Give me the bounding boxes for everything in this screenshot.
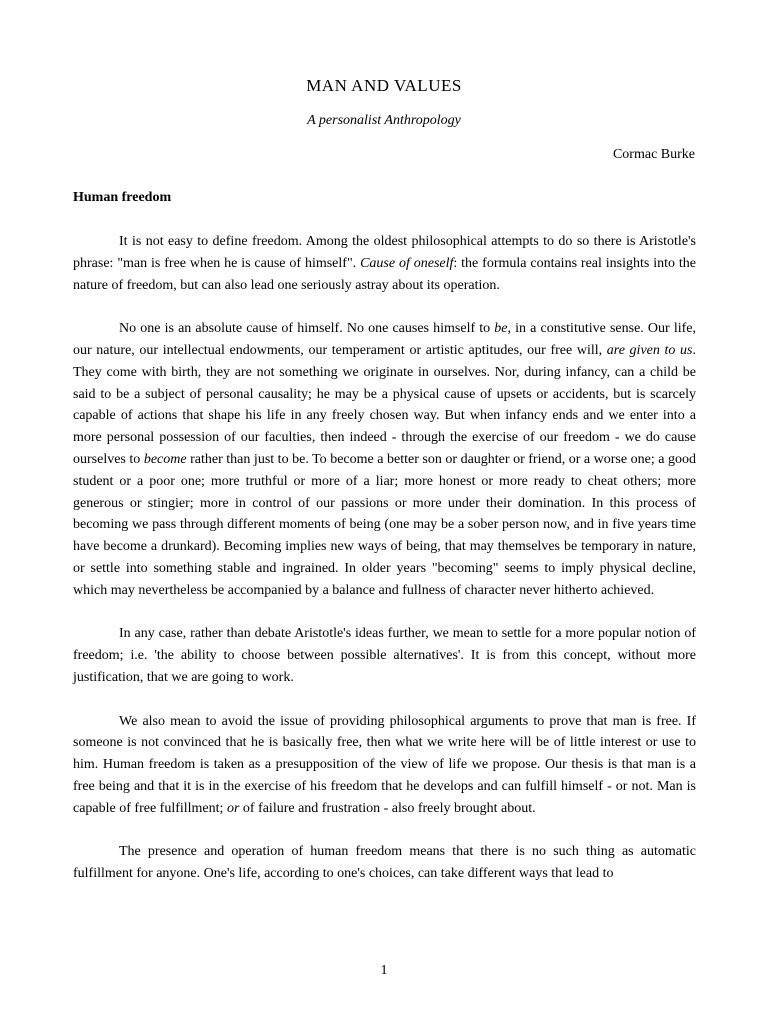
- paragraph-2-emphasis-become: become: [143, 451, 187, 467]
- paragraph-2-emphasis-given: are given to us: [606, 342, 693, 358]
- paragraph-2-emphasis-be: be: [494, 321, 508, 337]
- body-text: [73, 231, 696, 907]
- paragraph-4-text-a: We also mean to avoid the issue of providing philosophical arguments to prove that man is free. If someone is not convinced that he is basically free, then what we write here will be of little interest or use to him. Human freedom is taken as a presupposition of the view of life we propose. Our thesis is that man is a free being and that it is in the exercise of his freedom that he develops and can fulfill himself - or not. Man is capable of free fulfillment;: [73, 713, 696, 816]
- paragraph-1-emphasis: Cause of oneself: [360, 255, 454, 271]
- paragraph-1: [73, 231, 696, 296]
- paragraph-1-text-a: It is not easy to define freedom. Among the oldest philosophical attempts to do so there is Aristotle's phrase: "man is free when he is cause of himself".: [73, 234, 696, 271]
- paragraph-1-text-c: : the formula contains real insights into the nature of freedom, but can also lead one seriously astray about its operation.: [73, 255, 697, 293]
- paragraph-4: [73, 711, 696, 820]
- paragraph-4-text-c: of failure and frustration - also freely brought about.: [239, 800, 536, 816]
- page-number: 1: [380, 963, 388, 978]
- paragraph-2-text-c: , in a constitutive sense. Our life, our nature, our intellectual endowments, our temperament or artistic aptitudes, our free will,: [73, 321, 696, 358]
- paragraph-3: In any case, rather than debate Aristotle's ideas further, we mean to settle for a more popular notion of freedom; i.e. 'the ability to choose between possible alternatives'. It is from this concept, without more justification, that we are going to work.: [73, 626, 696, 685]
- paragraph-2-text-g: rather than just to be. To become a better son or daughter or friend, or a worse one; a good student or a poor one; more truthful or more of a liar; more honest or more ready to cheat others; more generous or stingier; more in control of our passions or more under their domination. In this process of becoming we pass through different moments of being (one may be a sober person now, and in five years time have become a drunkard). Becoming implies new ways of being, that may themselves be temporary in nature, or settle into something stable and ingrained. In older years "becoming" seems to imply physical decline, which may nevertheless be accompanied by a balance and fullness of character never hitherto achieved.: [73, 451, 696, 598]
- document-subtitle: A personalist Anthropology: [307, 113, 461, 128]
- paragraph-2-text-e: . They come with birth, they are not something we originate in ourselves. Nor, during infancy, can a child be said to be a subject of personal causality; he may be a physical cause of upsets or accidents, but is scarcely capable of actions that shape his life in any freely chosen way. But when infancy ends and we enter into a more personal possession of our faculties, then indeed - through the exercise of our freedom - we do cause ourselves to: [73, 342, 696, 467]
- paragraph-2-text-a: No one is an absolute cause of himself. No one causes himself to: [119, 321, 495, 337]
- document-title: MAN AND VALUES: [306, 76, 462, 95]
- author-name: Cormac Burke: [612, 147, 695, 162]
- section-heading: Human freedom: [73, 190, 172, 205]
- paragraph-4-emphasis-or: or: [226, 800, 240, 816]
- paragraph-5: The presence and operation of human freedom means that there is no such thing as automatic fulfillment for anyone. One's life, according to one's choices, can take different ways that lead to: [73, 844, 696, 882]
- paragraph-2: [73, 318, 696, 601]
